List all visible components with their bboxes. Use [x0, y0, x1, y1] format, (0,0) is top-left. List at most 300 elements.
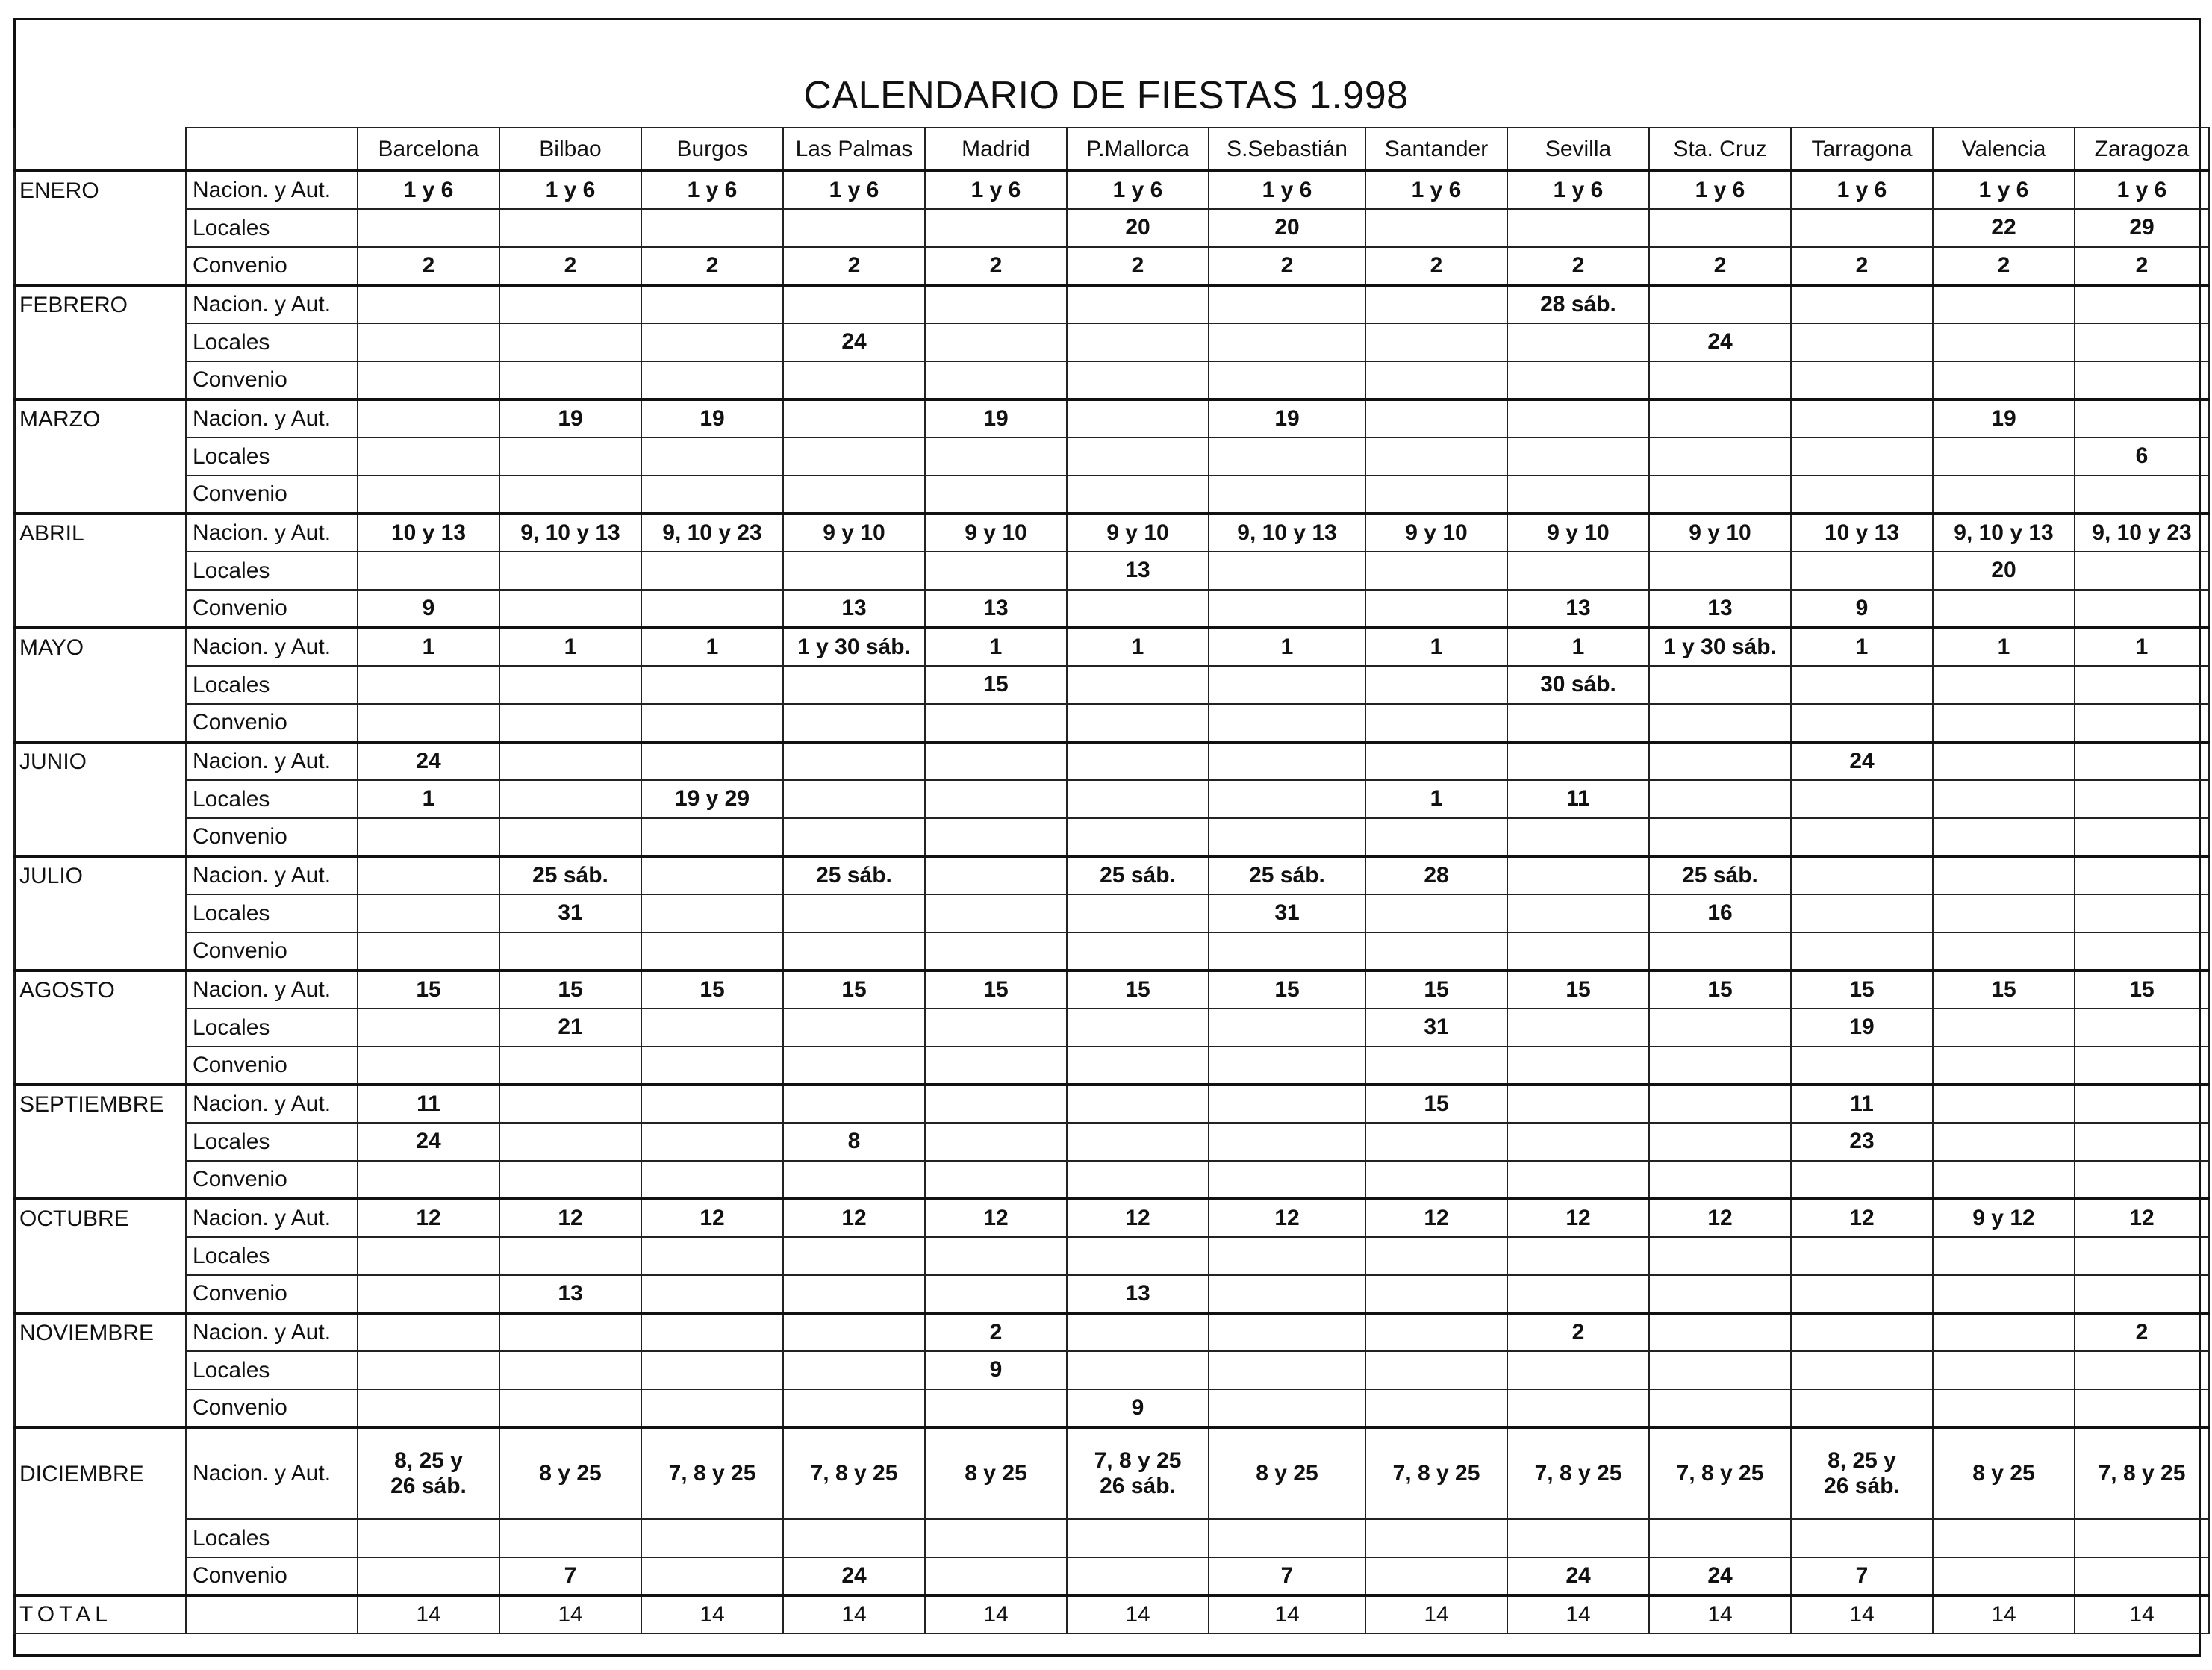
date-cell	[1791, 666, 1933, 704]
date-cell	[2075, 1275, 2209, 1313]
date-cell	[1933, 742, 2075, 780]
date-cell	[1365, 590, 1507, 628]
date-cell: 15	[499, 970, 641, 1009]
month-label: MAYO	[14, 628, 186, 666]
table-row	[14, 1557, 2209, 1595]
total-cell: 14	[499, 1595, 641, 1633]
date-cell	[1067, 285, 1209, 323]
date-cell	[1209, 1009, 1365, 1047]
date-cell	[1791, 1275, 1933, 1313]
date-cell	[1067, 894, 1209, 932]
date-cell: 2	[1365, 247, 1507, 285]
holiday-type-label: Locales	[186, 1519, 358, 1557]
date-cell	[783, 1085, 925, 1123]
date-cell: 31	[499, 894, 641, 932]
total-cell: 14	[1209, 1595, 1365, 1633]
date-cell	[1209, 932, 1365, 970]
date-cell	[1507, 1237, 1649, 1275]
date-cell	[1649, 1519, 1791, 1557]
date-cell	[1067, 666, 1209, 704]
holiday-type-label: Nacion. y Aut.	[186, 742, 358, 780]
table-row	[14, 209, 2209, 247]
date-cell	[2075, 476, 2209, 514]
date-cell	[1649, 399, 1791, 437]
date-cell	[1507, 1047, 1649, 1085]
date-cell: 20	[1209, 209, 1365, 247]
date-cell	[1067, 780, 1209, 818]
date-cell	[925, 818, 1067, 856]
date-cell	[783, 1009, 925, 1047]
holiday-type-label: Locales	[186, 780, 358, 818]
date-cell	[358, 285, 499, 323]
date-cell	[1365, 1389, 1507, 1427]
table-row	[14, 1085, 2209, 1123]
table-row	[14, 1389, 2209, 1427]
date-cell	[1933, 1085, 2075, 1123]
date-cell	[1067, 1123, 1209, 1161]
date-cell	[1791, 399, 1933, 437]
date-cell	[1507, 932, 1649, 970]
date-cell: 19	[499, 399, 641, 437]
date-cell	[1791, 1519, 1933, 1557]
date-cell	[1933, 780, 2075, 818]
date-cell	[1933, 1351, 2075, 1389]
date-cell	[1067, 1009, 1209, 1047]
holiday-type-label: Locales	[186, 323, 358, 361]
date-cell: 1	[1933, 628, 2075, 666]
date-cell: 31	[1209, 894, 1365, 932]
date-cell: 9, 10 y 13	[1933, 514, 2075, 552]
date-cell	[1791, 1389, 1933, 1427]
date-cell	[1365, 323, 1507, 361]
table-row	[14, 1275, 2209, 1313]
date-cell	[2075, 1161, 2209, 1199]
table-row	[14, 1427, 2209, 1519]
month-label-blank	[14, 247, 186, 285]
date-cell: 1 y 6	[1933, 171, 2075, 209]
date-cell	[2075, 1237, 2209, 1275]
date-cell	[783, 1161, 925, 1199]
month-label-blank	[14, 1389, 186, 1427]
table-row	[14, 818, 2209, 856]
date-cell	[1791, 361, 1933, 399]
date-cell: 24	[358, 1123, 499, 1161]
date-cell	[925, 361, 1067, 399]
date-cell	[783, 1275, 925, 1313]
date-cell	[358, 1047, 499, 1085]
month-label-blank	[14, 1237, 186, 1275]
date-cell	[641, 1161, 783, 1199]
date-cell: 22	[1933, 209, 2075, 247]
table-row	[14, 1199, 2209, 1237]
date-cell	[1365, 932, 1507, 970]
date-cell	[925, 323, 1067, 361]
date-cell	[358, 1519, 499, 1557]
date-cell	[1507, 742, 1649, 780]
date-cell: 13	[499, 1275, 641, 1313]
date-cell: 1 y 6	[1649, 171, 1791, 209]
total-cell: 14	[1365, 1595, 1507, 1633]
date-cell	[641, 1389, 783, 1427]
table-row	[14, 1237, 2209, 1275]
date-cell	[499, 285, 641, 323]
date-cell: 12	[1365, 1199, 1507, 1237]
month-label-blank	[14, 1123, 186, 1161]
date-cell	[2075, 856, 2209, 894]
holiday-type-label: Convenio	[186, 361, 358, 399]
date-cell	[783, 399, 925, 437]
date-cell: 12	[783, 1199, 925, 1237]
holiday-type-label: Locales	[186, 894, 358, 932]
holiday-type-label: Nacion. y Aut.	[186, 1199, 358, 1237]
date-cell	[1791, 476, 1933, 514]
date-cell	[1791, 818, 1933, 856]
date-cell	[925, 1557, 1067, 1595]
date-cell	[1507, 399, 1649, 437]
date-cell	[2075, 1557, 2209, 1595]
date-cell	[1649, 780, 1791, 818]
date-cell	[1067, 818, 1209, 856]
table-row	[14, 1047, 2209, 1085]
date-cell	[2075, 1085, 2209, 1123]
date-cell	[641, 704, 783, 742]
date-cell: 1	[2075, 628, 2209, 666]
date-cell	[1933, 1237, 2075, 1275]
date-cell: 1 y 30 sáb.	[783, 628, 925, 666]
holiday-type-label: Locales	[186, 666, 358, 704]
date-cell: 28	[1365, 856, 1507, 894]
date-cell	[1209, 285, 1365, 323]
date-cell	[641, 1123, 783, 1161]
date-cell	[1507, 361, 1649, 399]
date-cell: 7	[1209, 1557, 1365, 1595]
date-cell: 1 y 6	[1365, 171, 1507, 209]
date-cell: 11	[1507, 780, 1649, 818]
date-cell: 9	[358, 590, 499, 628]
date-cell	[358, 399, 499, 437]
date-cell	[1209, 1313, 1365, 1351]
date-cell	[1933, 1009, 2075, 1047]
date-cell	[1933, 437, 2075, 476]
date-cell: 7, 8 y 25	[1507, 1427, 1649, 1519]
month-label-blank	[14, 552, 186, 590]
date-cell: 15	[1933, 970, 2075, 1009]
month-label: ABRIL	[14, 514, 186, 552]
date-cell: 19	[1791, 1009, 1933, 1047]
holiday-type-label: Convenio	[186, 1161, 358, 1199]
table-row	[14, 1009, 2209, 1047]
date-cell	[925, 552, 1067, 590]
date-cell: 2	[1507, 1313, 1649, 1351]
date-cell	[358, 1557, 499, 1595]
date-cell: 1	[1365, 628, 1507, 666]
holiday-type-label: Convenio	[186, 932, 358, 970]
date-cell	[499, 742, 641, 780]
date-cell	[1365, 1557, 1507, 1595]
date-cell	[1933, 704, 2075, 742]
date-cell	[1791, 1161, 1933, 1199]
date-cell	[641, 323, 783, 361]
table-row	[14, 247, 2209, 285]
date-cell: 2	[1933, 247, 2075, 285]
date-cell: 1 y 6	[499, 171, 641, 209]
date-cell: 15	[1649, 970, 1791, 1009]
date-cell	[925, 1275, 1067, 1313]
date-cell	[1365, 1313, 1507, 1351]
date-cell: 24	[783, 1557, 925, 1595]
header-row	[14, 128, 2209, 171]
date-cell	[499, 666, 641, 704]
date-cell: 23	[1791, 1123, 1933, 1161]
date-cell	[1791, 932, 1933, 970]
date-cell	[1067, 323, 1209, 361]
date-cell	[1933, 932, 2075, 970]
date-cell	[1933, 1313, 2075, 1351]
date-cell	[1933, 818, 2075, 856]
date-cell	[1209, 704, 1365, 742]
date-cell: 1 y 6	[2075, 171, 2209, 209]
month-label-blank	[14, 704, 186, 742]
date-cell	[358, 476, 499, 514]
city-header: Burgos	[641, 128, 783, 171]
date-cell: 29	[2075, 209, 2209, 247]
date-cell	[1933, 590, 2075, 628]
holiday-type-label: Nacion. y Aut.	[186, 399, 358, 437]
table-row	[14, 780, 2209, 818]
date-cell	[783, 285, 925, 323]
date-cell	[1933, 1123, 2075, 1161]
date-cell	[1649, 1161, 1791, 1199]
date-cell	[1365, 666, 1507, 704]
total-cell: 14	[1067, 1595, 1209, 1633]
date-cell: 28 sáb.	[1507, 285, 1649, 323]
date-cell: 15	[1791, 970, 1933, 1009]
date-cell: 9	[1791, 590, 1933, 628]
header-month-cell	[14, 128, 186, 171]
table-row	[14, 514, 2209, 552]
date-cell	[1507, 1389, 1649, 1427]
date-cell	[499, 476, 641, 514]
date-cell	[499, 361, 641, 399]
date-cell: 13	[783, 590, 925, 628]
table-row	[14, 590, 2209, 628]
date-cell: 8 y 25	[499, 1427, 641, 1519]
date-cell: 24	[358, 742, 499, 780]
month-label-blank	[14, 1161, 186, 1199]
month-label-blank	[14, 1519, 186, 1557]
date-cell	[1365, 1519, 1507, 1557]
date-cell	[1209, 1085, 1365, 1123]
date-cell	[1791, 894, 1933, 932]
holiday-type-label: Locales	[186, 1009, 358, 1047]
date-cell	[783, 780, 925, 818]
date-cell	[1791, 780, 1933, 818]
date-cell	[499, 1047, 641, 1085]
total-row	[14, 1595, 2209, 1633]
date-cell: 12	[1507, 1199, 1649, 1237]
date-cell	[641, 1047, 783, 1085]
date-cell	[1649, 552, 1791, 590]
date-cell: 12	[358, 1199, 499, 1237]
date-cell: 2	[1507, 247, 1649, 285]
date-cell: 13	[1507, 590, 1649, 628]
date-cell	[641, 1237, 783, 1275]
date-cell	[925, 894, 1067, 932]
date-cell	[1209, 1275, 1365, 1313]
date-cell: 19 y 29	[641, 780, 783, 818]
date-cell	[925, 932, 1067, 970]
month-label-blank	[14, 666, 186, 704]
date-cell	[1933, 1161, 2075, 1199]
date-cell	[1649, 666, 1791, 704]
holiday-type-label: Convenio	[186, 818, 358, 856]
month-label: MARZO	[14, 399, 186, 437]
holiday-type-label: Nacion. y Aut.	[186, 1085, 358, 1123]
city-header: Sevilla	[1507, 128, 1649, 171]
date-cell	[925, 1123, 1067, 1161]
page-title: CALENDARIO DE FIESTAS 1.998	[803, 74, 1409, 117]
date-cell	[2075, 1351, 2209, 1389]
date-cell	[783, 932, 925, 970]
date-cell	[358, 552, 499, 590]
date-cell: 11	[1791, 1085, 1933, 1123]
date-cell	[1791, 209, 1933, 247]
date-cell	[1209, 476, 1365, 514]
date-cell	[1933, 856, 2075, 894]
date-cell	[1933, 361, 2075, 399]
date-cell: 1	[1507, 628, 1649, 666]
month-label: ENERO	[14, 171, 186, 209]
date-cell	[2075, 1009, 2209, 1047]
date-cell	[2075, 704, 2209, 742]
date-cell	[783, 742, 925, 780]
date-cell	[2075, 666, 2209, 704]
date-cell	[1649, 1085, 1791, 1123]
date-cell	[1507, 1085, 1649, 1123]
date-cell	[783, 666, 925, 704]
date-cell: 13	[1067, 1275, 1209, 1313]
date-cell: 1	[358, 780, 499, 818]
date-cell	[641, 1313, 783, 1351]
date-cell: 13	[1067, 552, 1209, 590]
date-cell: 15	[641, 970, 783, 1009]
date-cell: 9 y 10	[1507, 514, 1649, 552]
month-label-blank	[14, 894, 186, 932]
date-cell	[783, 1047, 925, 1085]
date-cell	[1507, 476, 1649, 514]
total-label: TOTAL	[14, 1595, 186, 1633]
date-cell: 8, 25 y 26 sáb.	[1791, 1427, 1933, 1519]
date-cell: 30 sáb.	[1507, 666, 1649, 704]
holiday-type-label: Convenio	[186, 590, 358, 628]
date-cell: 25 sáb.	[499, 856, 641, 894]
date-cell	[1209, 1351, 1365, 1389]
month-label: JUNIO	[14, 742, 186, 780]
total-cell: 14	[2075, 1595, 2209, 1633]
date-cell: 2	[499, 247, 641, 285]
total-cell: 14	[1507, 1595, 1649, 1633]
date-cell: 16	[1649, 894, 1791, 932]
date-cell	[641, 666, 783, 704]
date-cell: 7, 8 y 25	[783, 1427, 925, 1519]
date-cell	[925, 1085, 1067, 1123]
date-cell	[499, 590, 641, 628]
date-cell: 9 y 10	[1365, 514, 1507, 552]
city-header: S.Sebastián	[1209, 128, 1365, 171]
date-cell	[641, 1351, 783, 1389]
month-label: NOVIEMBRE	[14, 1313, 186, 1351]
date-cell	[2075, 1047, 2209, 1085]
date-cell	[1365, 818, 1507, 856]
date-cell	[1933, 323, 2075, 361]
month-label-blank	[14, 437, 186, 476]
date-cell	[1067, 1085, 1209, 1123]
date-cell: 2	[1067, 247, 1209, 285]
date-cell	[1507, 818, 1649, 856]
date-cell: 9, 10 y 23	[2075, 514, 2209, 552]
date-cell: 1	[641, 628, 783, 666]
date-cell	[641, 742, 783, 780]
date-cell	[1933, 1047, 2075, 1085]
date-cell	[1209, 590, 1365, 628]
date-cell	[1209, 666, 1365, 704]
holiday-type-label: Convenio	[186, 476, 358, 514]
table-row	[14, 361, 2209, 399]
date-cell	[1507, 894, 1649, 932]
date-cell	[1933, 1519, 2075, 1557]
date-cell	[1507, 1275, 1649, 1313]
date-cell	[1209, 323, 1365, 361]
month-label-blank	[14, 209, 186, 247]
date-cell	[641, 285, 783, 323]
date-cell: 1	[1791, 628, 1933, 666]
date-cell: 21	[499, 1009, 641, 1047]
date-cell: 7	[499, 1557, 641, 1595]
date-cell	[358, 932, 499, 970]
date-cell: 12	[499, 1199, 641, 1237]
month-label-blank	[14, 1009, 186, 1047]
holiday-type-label: Locales	[186, 1123, 358, 1161]
total-cell: 14	[358, 1595, 499, 1633]
date-cell	[783, 437, 925, 476]
header-type-cell	[186, 128, 358, 171]
date-cell: 1 y 30 sáb.	[1649, 628, 1791, 666]
date-cell	[499, 1519, 641, 1557]
date-cell	[641, 932, 783, 970]
date-cell	[1365, 437, 1507, 476]
date-cell	[1507, 437, 1649, 476]
city-header: Santander	[1365, 128, 1507, 171]
date-cell	[641, 1085, 783, 1123]
date-cell: 6	[2075, 437, 2209, 476]
date-cell	[1791, 285, 1933, 323]
date-cell: 1	[358, 628, 499, 666]
date-cell	[925, 285, 1067, 323]
date-cell	[358, 1161, 499, 1199]
date-cell	[641, 894, 783, 932]
date-cell: 1 y 6	[1209, 171, 1365, 209]
date-cell	[1933, 1275, 2075, 1313]
date-cell	[499, 780, 641, 818]
date-cell	[1209, 780, 1365, 818]
date-cell	[2075, 1123, 2209, 1161]
month-label-blank	[14, 476, 186, 514]
date-cell	[1649, 1351, 1791, 1389]
date-cell	[1649, 1009, 1791, 1047]
date-cell: 1	[1365, 780, 1507, 818]
date-cell: 7	[1791, 1557, 1933, 1595]
date-cell	[1933, 476, 2075, 514]
